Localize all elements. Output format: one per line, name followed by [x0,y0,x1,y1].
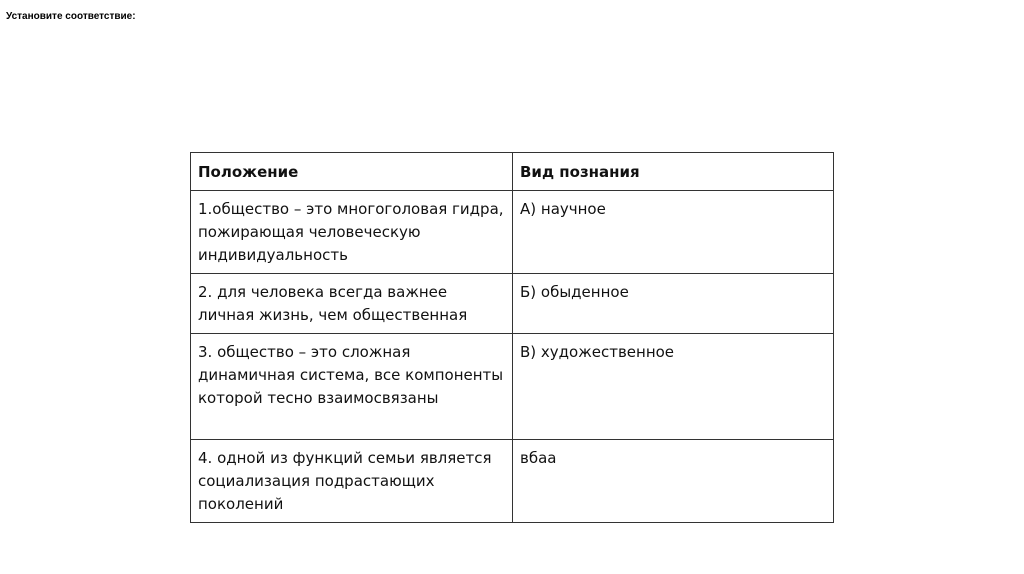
knowledge-type-cell: Б) обыденное [513,274,834,334]
header-statement: Положение [191,153,513,191]
answer-cell [513,440,834,523]
table-header-row [191,153,834,191]
table-row [191,334,834,440]
statement-cell: 1.общество – это многоголовая гидра, пожирающая человеческую индивидуальность [191,191,513,274]
answer-text: вбаа [520,449,557,467]
table-row [191,440,834,523]
statement-cell: 3. общество – это сложная динамичная система, все компоненты которой тесно взаимосвязаны [191,334,513,440]
statement-cell: 4. одной из функций семьи является социализация подрастающих поколений [191,440,513,523]
page-title: Установите соответствие: [6,11,136,22]
knowledge-type-cell: В) художественное [513,334,834,440]
table-row [191,274,834,334]
statement-cell: 2. для человека всегда важнее личная жизнь, чем общественная [191,274,513,334]
table-row [191,191,834,274]
knowledge-type-cell: А) научное [513,191,834,274]
header-knowledge-type: Вид познания [513,153,834,191]
matching-table [190,152,834,523]
